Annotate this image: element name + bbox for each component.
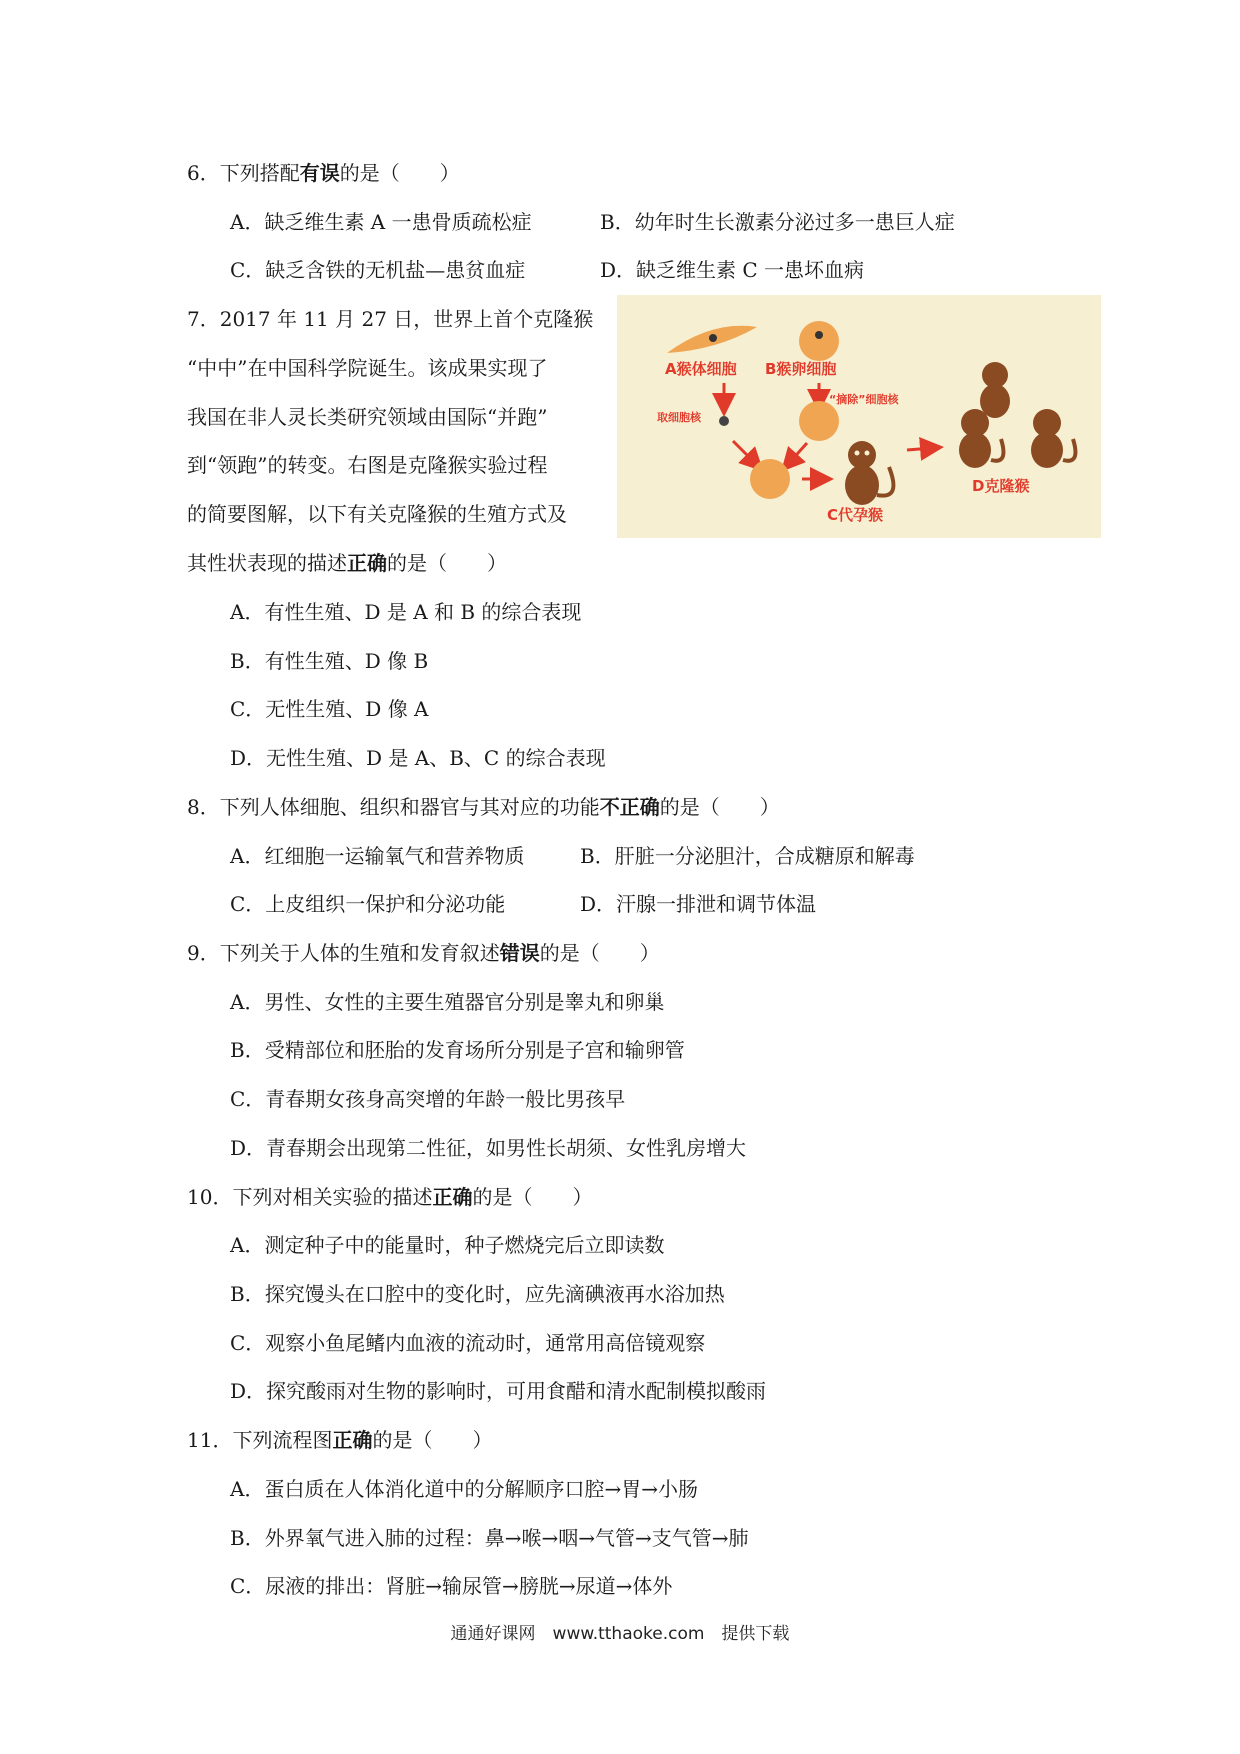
extracted-nucleus [719,416,729,426]
q9-stem-prefix: 9．下列关于人体的生殖和发育叙述 [187,941,500,965]
q10-stem-prefix: 10．下列对相关实验的描述 [187,1185,433,1209]
q8-option-a: A．红细胞一运输氧气和营养物质 [230,844,525,868]
q8-stem-bold: 不正确 [599,795,660,819]
somatic-nucleus [709,334,717,342]
q7-option-d: D．无性生殖、D 是 A、B、C 的综合表现 [230,746,606,770]
q7-stem-line-6 [187,550,507,576]
arrow-egg-merge [789,443,807,463]
q9-option-a: A．男性、女性的主要生殖器官分别是睾丸和卵巢 [230,990,665,1014]
q9-option-b: B．受精部位和胚胎的发育场所分别是子宫和输卵管 [230,1038,685,1062]
q6-option-a: A．缺乏维生素 A 一患骨质疏松症 [230,210,532,234]
q8-option-d: D．汗腺一排泄和调节体温 [580,892,817,916]
q7-option-c: C．无性生殖、D 像 A [230,697,429,721]
label-take-nucleus: 取细胞核 [657,411,701,424]
q11-stem-bold: 正确 [332,1428,373,1452]
q7-option-b: B．有性生殖、D 像 B [230,649,429,673]
q8-option-b: B．肝脏一分泌胆汁，合成糖原和解毒 [580,844,915,868]
q7-stem-line-3: 我国在非人灵长类研究领域由国际“并跑” [187,405,548,429]
enucleated-egg [799,401,839,441]
q11-stem-prefix: 11．下列流程图 [187,1428,333,1452]
label-a-somatic-cell: A猴体细胞 [665,360,737,378]
q7-stem-suffix: 的是（ ） [387,551,507,575]
q7-stem-line-5: 的简要图解，以下有关克隆猴的生殖方式及 [187,502,567,526]
arrow-to-clones [907,448,932,450]
q6-stem [187,160,460,186]
q9-option-c: C．青春期女孩身高突增的年龄一般比男孩早 [230,1087,626,1111]
q11-option-b: B．外界氧气进入肺的过程：鼻→喉→咽→气管→支气管→肺 [230,1526,749,1550]
q9-option-d: D．青春期会出现第二性征，如男性长胡须、女性乳房增大 [230,1136,747,1160]
q10-option-d: D．探究酸雨对生物的影响时，可用食醋和清水配制模拟酸雨 [230,1379,767,1403]
q6-option-d: D．缺乏维生素 C 一患坏血病 [600,258,865,282]
q8-stem-suffix: 的是（ ） [659,795,780,819]
q8-stem-prefix: 8．下列人体细胞、组织和器官与其对应的功能 [187,795,600,819]
q6-stem-prefix: 6．下列搭配 [187,161,300,185]
q11-option-c: C．尿液的排出：肾脏→输尿管→膀胱→尿道→体外 [230,1574,673,1598]
q6-option-c: C．缺乏含铁的无机盐—患贫血症 [230,258,526,282]
q6-option-b: B．幼年时生长激素分泌过多一患巨人症 [600,210,955,234]
q6-stem-suffix: 的是（ ） [339,161,460,185]
page-footer: 通通好课网 www.tthaoke.com 提供下载 [450,1624,790,1644]
q10-stem-bold: 正确 [432,1185,473,1209]
surrogate-monkey-icon [845,441,893,505]
q7-stem-line-2: “中中”在中国科学院诞生。该成果实现了 [187,356,548,380]
q6-stem-bold: 有误 [299,161,340,185]
arrow-nucleus-merge [733,441,755,463]
q11-option-a: A．蛋白质在人体消化道中的分解顺序口腔→胃→小肠 [230,1477,698,1501]
q7-stem-prefix: 其性状表现的描述 [187,551,347,575]
q10-stem [187,1184,592,1210]
q10-option-b: B．探究馒头在口腔中的变化时，应先滴碘液再水浴加热 [230,1282,725,1306]
label-remove-nucleus: “摘除”细胞核 [829,393,899,406]
reconstructed-cell [750,459,790,499]
q7-stem-line-1: 7．2017 年 11 月 27 日，世界上首个克隆猴 [187,307,594,331]
label-c-surrogate: C代孕猴 [827,506,884,524]
q9-stem [187,940,660,966]
cloning-diagram [617,295,1101,538]
q10-option-c: C．观察小鱼尾鳍内血液的流动时，通常用高倍镜观察 [230,1331,706,1355]
q7-stem-bold: 正确 [347,551,387,575]
label-d-clone: D克隆猴 [972,477,1030,495]
q10-option-a: A．测定种子中的能量时，种子燃烧完后立即读数 [230,1233,665,1257]
label-b-egg-cell: B猴卵细胞 [765,360,837,378]
egg-cell [799,321,839,361]
egg-nucleus [815,331,823,339]
q7-option-a: A．有性生殖、D 是 A 和 B 的综合表现 [230,600,582,624]
clone-monkeys-icon [959,362,1075,468]
q7-stem-line-4: 到“领跑”的转变。右图是克隆猴实验过程 [187,453,548,477]
q8-stem [187,794,780,820]
q8-option-c: C．上皮组织一保护和分泌功能 [230,892,506,916]
q11-stem-suffix: 的是（ ） [372,1428,493,1452]
q9-stem-suffix: 的是（ ） [539,941,660,965]
q10-stem-suffix: 的是（ ） [472,1185,593,1209]
q9-stem-bold: 错误 [499,941,540,965]
q11-stem [187,1427,492,1453]
